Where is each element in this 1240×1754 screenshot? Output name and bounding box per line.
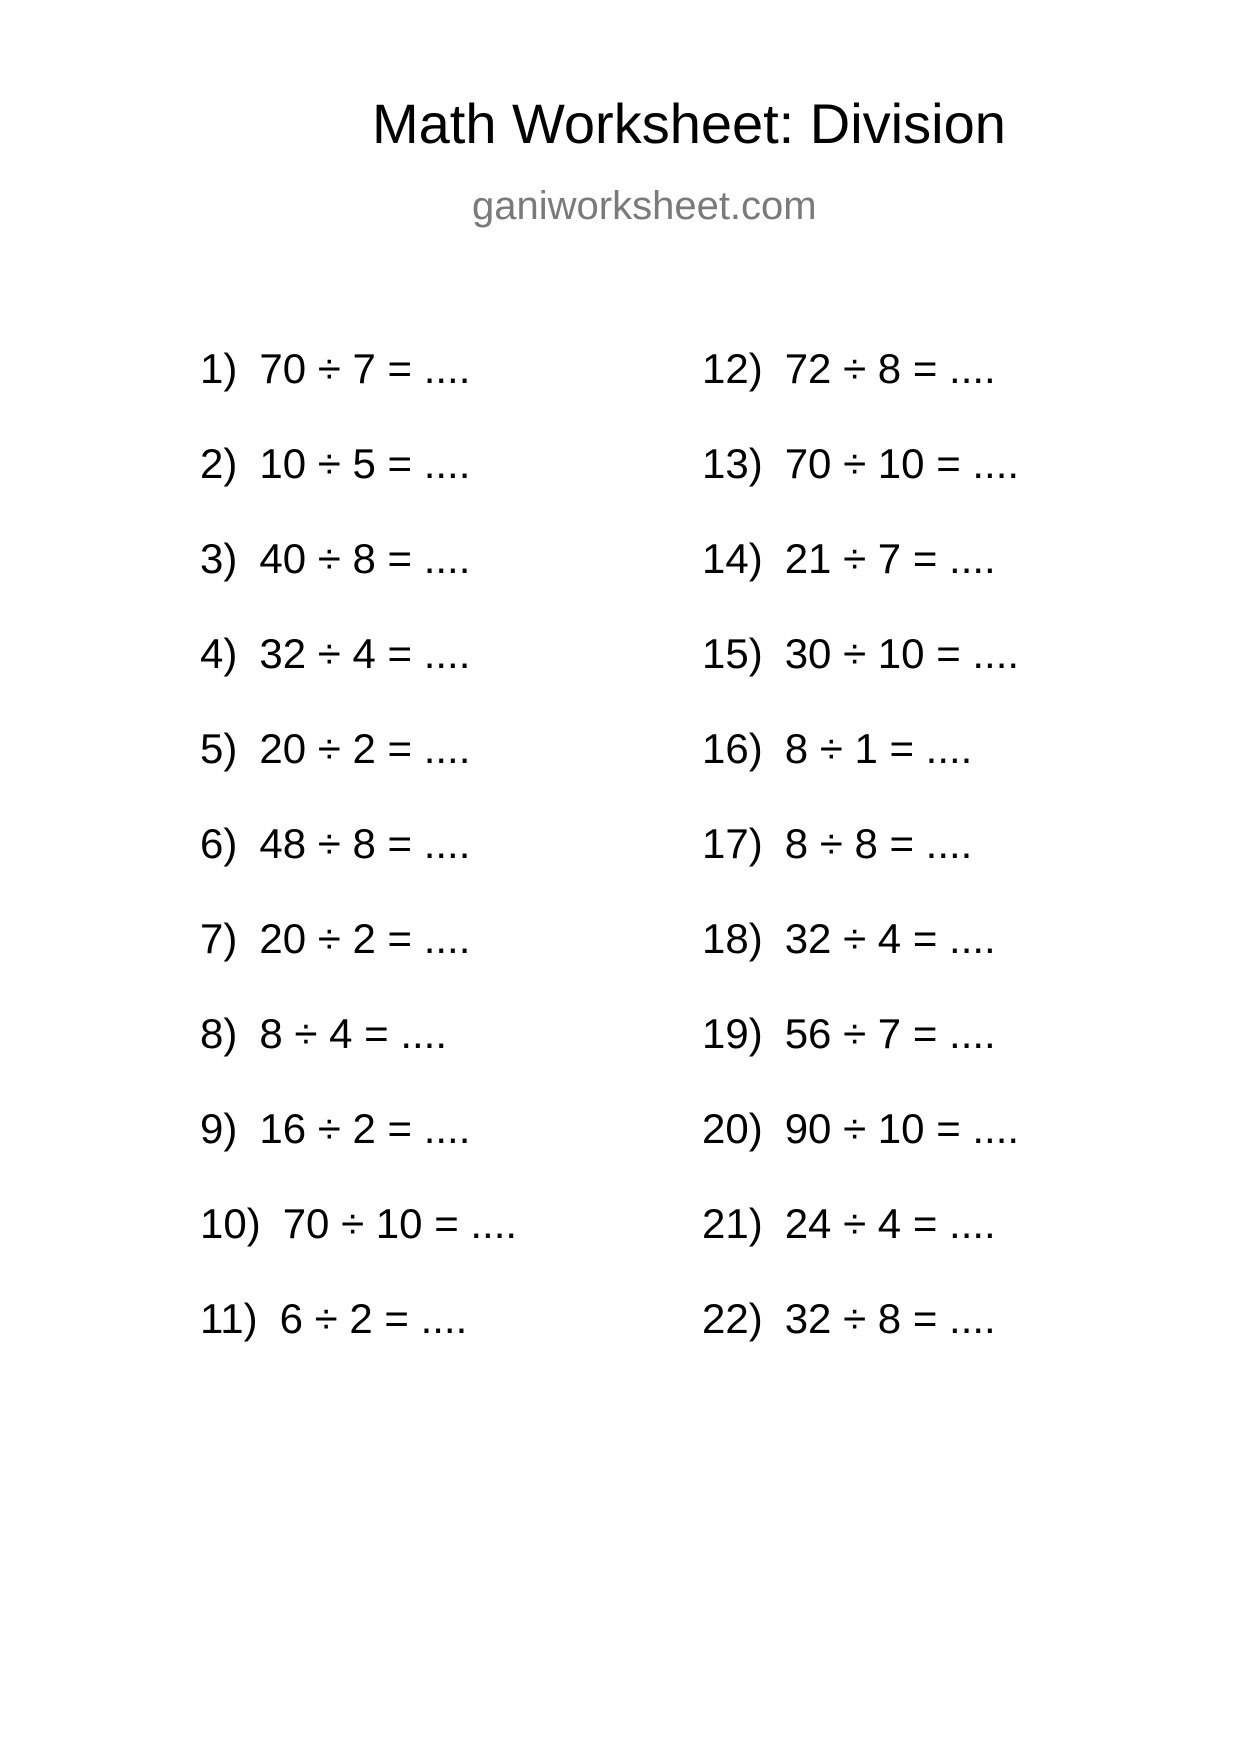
problem-number: 19) [702,1010,763,1057]
problem-item [702,820,1019,918]
problem-number: 16) [702,725,763,772]
problem-item [200,1200,518,1298]
problem-number: 18) [702,915,763,962]
problem-number: 1) [200,345,238,392]
problem-expression: 70 ÷ 10 = .... [784,440,1020,487]
problem-number: 17) [702,820,763,867]
problem-expression: 6 ÷ 2 = .... [279,1295,468,1342]
problem-expression: 10 ÷ 5 = .... [259,440,471,487]
problem-item [702,535,1019,633]
problem-number: 21) [702,1200,763,1247]
problem-expression: 40 ÷ 8 = .... [259,535,471,582]
problem-expression: 8 ÷ 1 = .... [784,725,973,772]
problem-expression: 21 ÷ 7 = .... [784,535,996,582]
problem-item [200,1295,517,1393]
problem-column-left [200,345,518,1393]
problem-number: 4) [200,630,238,677]
problem-expression: 24 ÷ 4 = .... [784,1200,996,1247]
problem-item [702,440,1020,538]
problem-number: 10) [200,1200,261,1247]
problem-number: 2) [200,440,238,487]
problem-number: 5) [200,725,238,772]
problem-item [200,535,517,633]
problem-expression: 70 ÷ 10 = .... [282,1200,518,1247]
problem-expression: 72 ÷ 8 = .... [784,345,996,392]
problem-number: 6) [200,820,238,867]
problem-item [702,1105,1020,1203]
problem-number: 11) [200,1295,258,1342]
problem-expression: 56 ÷ 7 = .... [784,1010,996,1057]
problem-column-right [702,345,1020,1393]
problem-number: 14) [702,535,763,582]
problem-number: 15) [702,630,763,677]
problem-item [200,820,517,918]
problem-item [702,1010,1019,1108]
problem-expression: 70 ÷ 7 = .... [259,345,471,392]
page-title: Math Worksheet: Division [372,92,1006,155]
problem-number: 20) [702,1105,763,1152]
problem-item [200,440,517,538]
problem-expression: 48 ÷ 8 = .... [259,820,471,867]
problem-number: 12) [702,345,763,392]
problem-number: 8) [200,1010,238,1057]
problem-item [702,725,1019,823]
problem-item [702,1200,1019,1298]
problem-item [200,725,517,823]
problem-expression: 32 ÷ 8 = .... [784,1295,996,1342]
problem-expression: 20 ÷ 2 = .... [259,915,471,962]
problem-number: 22) [702,1295,763,1342]
problem-expression: 20 ÷ 2 = .... [259,725,471,772]
problem-item [200,1105,517,1203]
problem-item [200,915,517,1013]
problem-expression: 16 ÷ 2 = .... [259,1105,471,1152]
problem-number: 3) [200,535,238,582]
problem-number: 13) [702,440,763,487]
problem-item [702,1295,1019,1393]
problem-expression: 8 ÷ 8 = .... [784,820,973,867]
problem-number: 9) [200,1105,238,1152]
problem-item [200,1010,517,1108]
website-label: ganiworksheet.com [472,184,817,228]
problem-expression: 90 ÷ 10 = .... [784,1105,1020,1152]
problem-number: 7) [200,915,238,962]
problem-item [200,630,517,728]
problem-expression: 32 ÷ 4 = .... [259,630,471,677]
problem-expression: 30 ÷ 10 = .... [784,630,1020,677]
problem-item [702,345,1019,443]
problem-item [702,915,1019,1013]
problem-expression: 32 ÷ 4 = .... [784,915,996,962]
problem-expression: 8 ÷ 4 = .... [259,1010,448,1057]
problem-item [702,630,1020,728]
problem-item [200,345,517,443]
